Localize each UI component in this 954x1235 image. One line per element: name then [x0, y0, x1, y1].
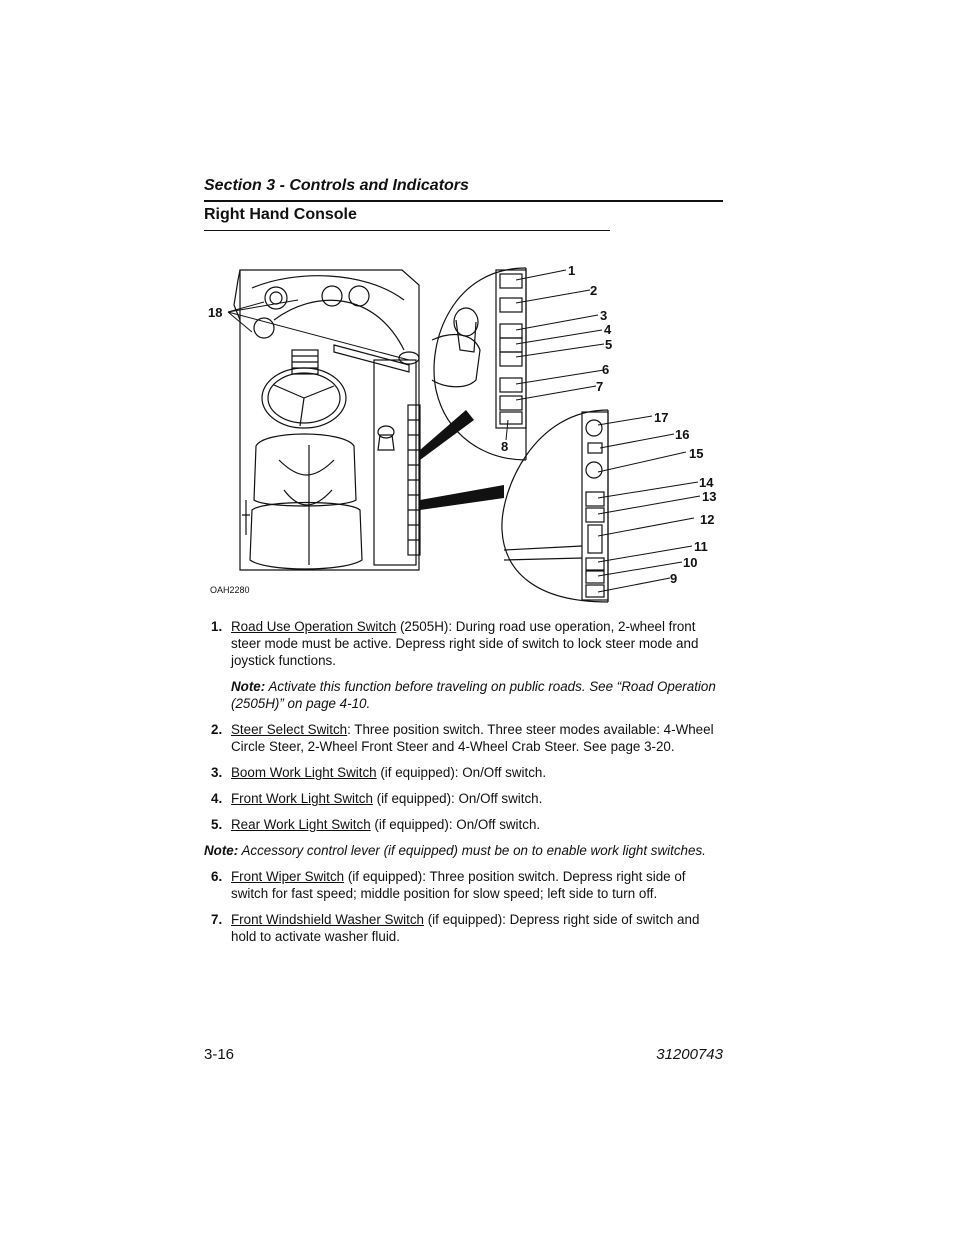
cab-outline [240, 270, 419, 570]
section-rule [204, 200, 723, 202]
item-link[interactable]: Front Wiper Switch [231, 869, 345, 884]
document-number: 31200743 [656, 1046, 723, 1063]
callout-9: 9 [670, 571, 678, 586]
note: Note: Accessory control lever (if equipped) must be on to enable work light switches. [204, 843, 706, 858]
console-figure [204, 260, 724, 605]
section-title: Section 3 - Controls and Indicators [204, 177, 469, 194]
callout-11: 11 [694, 539, 708, 554]
callout-3: 3 [600, 308, 608, 323]
switch-6 [500, 378, 522, 392]
switch-8 [500, 412, 522, 424]
callout-12: 12 [700, 512, 715, 527]
note: Note: Activate this function before traveling on public roads. See “Road Operation (2505H)” on page 4-10. [231, 679, 716, 711]
callout-5: 5 [605, 337, 613, 352]
connector-lower [420, 485, 504, 510]
callout-15: 15 [689, 446, 704, 461]
page-number: 3-16 [204, 1046, 235, 1063]
body-text [204, 618, 724, 954]
switch-2 [500, 298, 522, 312]
callout-13: 13 [702, 489, 717, 504]
item-link[interactable]: Boom Work Light Switch [231, 765, 377, 780]
item-link[interactable]: Steer Select Switch [231, 722, 348, 737]
switch-12 [588, 525, 602, 553]
switch-3 [500, 324, 522, 338]
callout-1: 1 [568, 263, 576, 278]
callout-18: 18 [208, 305, 223, 320]
switch-13 [586, 508, 604, 522]
gauge-4 [254, 318, 274, 338]
switch-14 [586, 492, 604, 506]
key-15 [586, 462, 602, 478]
key-17 [586, 420, 602, 436]
gauge-1 [265, 287, 287, 309]
list-item: 3. Boom Work Light Switch (if equipped): On/Off switch. [211, 765, 547, 780]
gauge-2 [322, 286, 342, 306]
list-item: 4. Front Work Light Switch (if equipped): On/Off switch. [211, 791, 543, 806]
callout-7: 7 [596, 379, 604, 394]
seat-cushion [250, 503, 362, 570]
list-item: 6. Front Wiper Switch (if equipped): Three position switch. Depress right side of switch for fast speed; middle position for slow speed; left side to turn off. [211, 869, 686, 901]
indicator-16 [588, 443, 602, 453]
list-item: 7. Front Windshield Washer Switch (if equipped): Depress right side of switch and hold to activate washer fluid. [211, 912, 700, 944]
list-item: 5. Rear Work Light Switch (if equipped): On/Off switch. [211, 817, 541, 832]
item-link[interactable]: Rear Work Light Switch [231, 817, 371, 832]
callout-2: 2 [590, 283, 598, 298]
switch-11 [586, 558, 604, 570]
figure-id: OAH2280 [210, 585, 250, 595]
callout-8: 8 [501, 439, 509, 454]
callout-16: 16 [675, 427, 690, 442]
callout-10: 10 [683, 555, 698, 570]
switch-10 [586, 571, 604, 583]
switch-7 [500, 396, 522, 410]
switch-5 [500, 352, 522, 366]
item-link[interactable]: Front Work Light Switch [231, 791, 373, 806]
seat-back [254, 434, 356, 506]
switch-4 [500, 338, 522, 352]
callout-14: 14 [699, 475, 714, 490]
list-item: 1. Road Use Operation Switch (2505H): During road use operation, 2-wheel front steer mode must be active. Depress right side of switch to lock steer mode and joystick functions. [211, 619, 699, 668]
item-link[interactable]: Front Windshield Washer Switch [231, 912, 424, 927]
console-illustration [204, 260, 724, 605]
callout-4: 4 [604, 322, 612, 337]
item-link[interactable]: Road Use Operation Switch [231, 619, 397, 634]
callout-6: 6 [602, 362, 610, 377]
callout-17: 17 [654, 410, 669, 425]
switch-1 [500, 274, 522, 288]
subsection-title: Right Hand Console [204, 206, 357, 223]
subsection-rule [204, 230, 610, 231]
list-item: 2. Steer Select Switch: Three position switch. Three steer modes available: 4-Wheel Circle Steer, 2-Wheel Front Steer and 4-Wheel Crab Steer. See page 3-20. [211, 722, 714, 754]
